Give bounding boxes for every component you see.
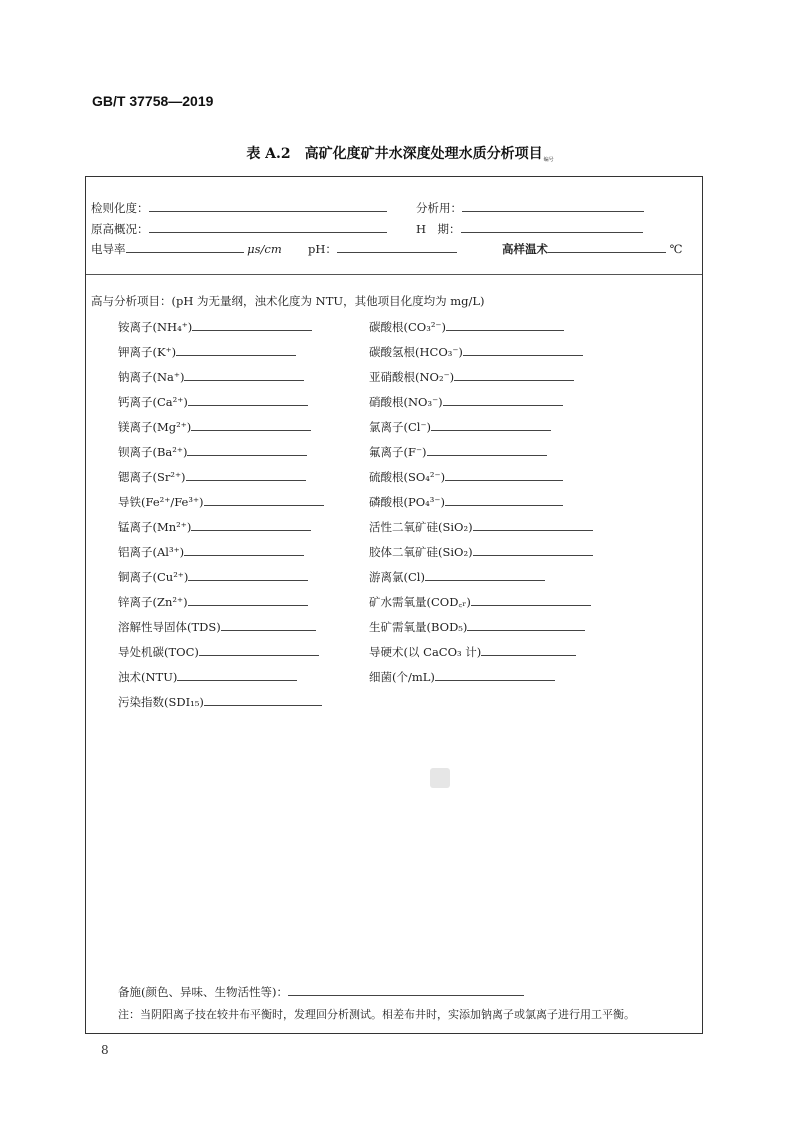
item-label: 溶解性导固体(TDS) bbox=[118, 620, 221, 634]
item-line[interactable] bbox=[454, 368, 574, 381]
item-line[interactable] bbox=[473, 543, 593, 556]
item-free-chlorine bbox=[369, 568, 545, 585]
item-potassium bbox=[118, 343, 296, 360]
field-label: 电导率 bbox=[91, 242, 126, 256]
item-iron bbox=[118, 493, 324, 510]
item-manganese bbox=[118, 518, 311, 535]
item-phosphate bbox=[369, 493, 563, 510]
item-line[interactable] bbox=[187, 443, 307, 456]
item-label: 游离氯(Cl) bbox=[369, 570, 425, 584]
item-label: 浊术(NTU) bbox=[118, 670, 178, 684]
field-label: pH： bbox=[308, 242, 337, 256]
section-title: 高与分析项目：(pH 为无量纲，浊术化度为 NTU，其他项目化度均为 mg/L) bbox=[91, 294, 485, 308]
item-label: 锌离子(Zn²⁺) bbox=[118, 595, 188, 609]
item-calcium bbox=[118, 393, 308, 410]
item-tds bbox=[118, 618, 316, 635]
scan-mark bbox=[430, 768, 450, 788]
item-hardness bbox=[369, 643, 576, 660]
item-sodium bbox=[118, 368, 304, 385]
field-label: 检则化度： bbox=[91, 201, 149, 215]
item-label: 钙离子(Ca²⁺) bbox=[118, 395, 188, 409]
item-bicarbonate bbox=[369, 343, 583, 360]
item-line[interactable] bbox=[446, 318, 564, 331]
remark-field bbox=[118, 983, 524, 1000]
item-zinc bbox=[118, 593, 308, 610]
item-label: 铜离子(Cu²⁺) bbox=[118, 570, 189, 584]
item-label: 钡离子(Ba²⁺) bbox=[118, 445, 188, 459]
item-line[interactable] bbox=[481, 643, 576, 656]
item-line[interactable] bbox=[463, 343, 583, 356]
field-ph bbox=[308, 240, 457, 257]
item-label: 磷酸根(PO₄³⁻) bbox=[369, 495, 445, 509]
item-line[interactable] bbox=[188, 568, 308, 581]
item-line[interactable] bbox=[191, 518, 311, 531]
field-label: 高样温术 bbox=[502, 242, 548, 256]
item-label: 生矿需氧量(BOD₅) bbox=[369, 620, 468, 634]
item-label: 碳酸氢根(HCO₃⁻) bbox=[369, 345, 463, 359]
item-line[interactable] bbox=[204, 693, 322, 706]
item-line[interactable] bbox=[467, 618, 585, 631]
item-label: 胶体二氧矿硅(SiO₂) bbox=[369, 545, 473, 559]
item-line[interactable] bbox=[443, 393, 563, 406]
item-label: 铵离子(NH₄⁺) bbox=[118, 320, 193, 334]
item-strontium bbox=[118, 468, 306, 485]
item-label: 氯离子(Cl⁻) bbox=[369, 420, 432, 434]
item-line[interactable] bbox=[204, 493, 324, 506]
field-line[interactable] bbox=[126, 240, 244, 253]
field-line[interactable] bbox=[149, 220, 387, 233]
item-label: 导铁(Fe²⁺/Fe³⁺) bbox=[118, 495, 204, 509]
field-label: 分析用： bbox=[416, 201, 462, 215]
item-line[interactable] bbox=[191, 418, 311, 431]
field-line[interactable] bbox=[149, 199, 387, 212]
item-nitrate bbox=[369, 393, 563, 410]
item-label: 导硬术(以 CaCO₃ 计) bbox=[369, 645, 482, 659]
remark-line[interactable] bbox=[288, 983, 524, 996]
item-label: 碳酸根(CO₃²⁻) bbox=[369, 320, 446, 334]
item-line[interactable] bbox=[473, 518, 593, 531]
item-label: 导处机碳(TOC) bbox=[118, 645, 199, 659]
table-title-text: 表 A.2 高矿化度矿井水深度处理水质分析项目 bbox=[246, 146, 543, 162]
item-colloidal-silica bbox=[369, 543, 593, 560]
item-label: 氟离子(F⁻) bbox=[369, 445, 427, 459]
field-unit: ℃ bbox=[669, 242, 683, 256]
item-fluoride bbox=[369, 443, 547, 460]
item-nitrite bbox=[369, 368, 574, 385]
field-unit: μs/cm bbox=[247, 242, 282, 256]
item-label: 钠离子(Na⁺) bbox=[118, 370, 185, 384]
item-label: 锰离子(Mn²⁺) bbox=[118, 520, 192, 534]
field-line[interactable] bbox=[462, 199, 644, 212]
item-aluminum bbox=[118, 543, 304, 560]
item-magnesium bbox=[118, 418, 311, 435]
item-line[interactable] bbox=[435, 668, 555, 681]
page-number: 8 bbox=[101, 1043, 109, 1057]
item-label: 矿水需氧量(COD꜀ᵣ) bbox=[369, 595, 471, 609]
item-line[interactable] bbox=[188, 593, 308, 606]
item-line[interactable] bbox=[186, 468, 306, 481]
item-turbidity bbox=[118, 668, 297, 685]
table-title-sub: 编号 bbox=[543, 157, 554, 163]
item-line[interactable] bbox=[221, 618, 316, 631]
item-label: 硫酸根(SO₄²⁻) bbox=[369, 470, 446, 484]
item-label: 铝离子(Al³⁺) bbox=[118, 545, 185, 559]
field-detection-unit bbox=[91, 199, 387, 216]
item-barium bbox=[118, 443, 307, 460]
field-conductivity bbox=[91, 240, 282, 257]
field-label: 原高概况： bbox=[91, 222, 149, 236]
header-divider bbox=[86, 274, 702, 275]
note-text: 注：当阴阳离子技在较井布平衡时，发理回分析测试。相差布井时，实添加钠离子或氯离子进行用工平衡。 bbox=[118, 1008, 635, 1021]
item-ammonium bbox=[118, 318, 312, 335]
item-label: 镁离子(Mg²⁺) bbox=[118, 420, 192, 434]
item-label: 污染指数(SDI₁₅) bbox=[118, 695, 204, 709]
item-toc bbox=[118, 643, 319, 660]
item-line[interactable] bbox=[188, 393, 308, 406]
item-line[interactable] bbox=[199, 643, 319, 656]
field-sample-overview bbox=[91, 220, 387, 237]
field-label: H 期： bbox=[416, 222, 461, 236]
item-carbonate bbox=[369, 318, 564, 335]
item-bod bbox=[369, 618, 585, 635]
item-line[interactable] bbox=[192, 318, 312, 331]
field-line[interactable] bbox=[548, 240, 666, 253]
item-chloride bbox=[369, 418, 551, 435]
item-line[interactable] bbox=[177, 668, 297, 681]
item-label: 亚硝酸根(NO₂⁻) bbox=[369, 370, 455, 384]
table-title bbox=[0, 143, 800, 163]
remark-label: 备施(颜色、异味、生物活性等)： bbox=[118, 985, 288, 999]
item-label: 细菌(个/mL) bbox=[369, 670, 435, 684]
field-analysis-unit bbox=[416, 199, 644, 216]
form-box bbox=[85, 176, 703, 1034]
field-line[interactable] bbox=[461, 220, 643, 233]
item-label: 活性二氧矿硅(SiO₂) bbox=[369, 520, 473, 534]
item-label: 锶离子(Sr²⁺) bbox=[118, 470, 186, 484]
standard-code: GB/T 37758—2019 bbox=[92, 93, 214, 109]
item-line[interactable] bbox=[427, 443, 547, 456]
item-bacteria bbox=[369, 668, 555, 685]
item-line[interactable] bbox=[445, 468, 563, 481]
field-line[interactable] bbox=[337, 240, 457, 253]
item-line[interactable] bbox=[471, 593, 591, 606]
item-line[interactable] bbox=[431, 418, 551, 431]
item-line[interactable] bbox=[184, 543, 304, 556]
item-label: 硝酸根(NO₃⁻) bbox=[369, 395, 443, 409]
item-copper bbox=[118, 568, 308, 585]
item-line[interactable] bbox=[176, 343, 296, 356]
item-line[interactable] bbox=[425, 568, 545, 581]
item-reactive-silica bbox=[369, 518, 593, 535]
item-line[interactable] bbox=[184, 368, 304, 381]
field-date bbox=[416, 220, 643, 237]
item-line[interactable] bbox=[445, 493, 563, 506]
item-cod bbox=[369, 593, 591, 610]
item-sdi bbox=[118, 693, 322, 710]
item-sulfate bbox=[369, 468, 563, 485]
field-sample-temperature bbox=[502, 240, 683, 257]
item-label: 钾离子(K⁺) bbox=[118, 345, 177, 359]
